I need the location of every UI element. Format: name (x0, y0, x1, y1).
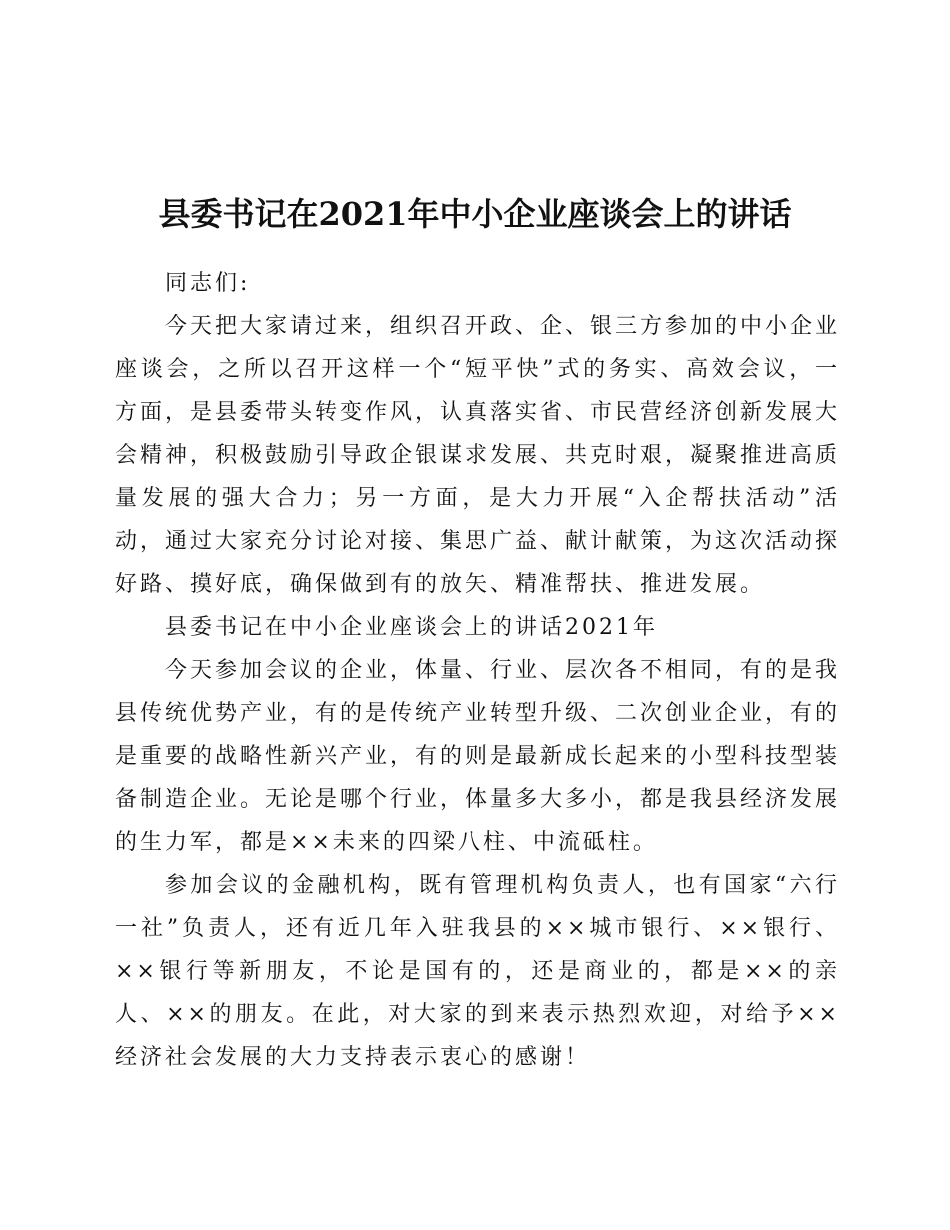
document-title: 县委书记在2021年中小企业座谈会上的讲话 (158, 195, 792, 233)
salutation-paragraph: 同志们: (165, 271, 251, 296)
body-paragraph: 今天把大家请过来，组织召开政、企、银三方参加的中小企业座谈会，之所以召开这样一个“短平快”式的务实、高效会议，一方面，是县委带头转变作风，认真落实省、市民营经济创新发展大会精神，积极鼓励引导政企银谋求发展、共克时艰，凝聚推进高质量发展的强大合力；另一方面，是大力开展“入企帮扶活动”活动，通过大家充分讨论对接、集思广益、献计献策，为这次活动探好路、摸好底，确保做到有的放矢、精准帮扶、推进发展。 (115, 314, 841, 597)
body-paragraph: 今天参加会议的企业，体量、行业、层次各不相同，有的是我县传统优势产业，有的是传统产业转型升级、二次创业企业，有的是重要的战略性新兴产业，有的则是最新成长起来的小型科技型装备制造企业。无论是哪个行业，体量多大多小，都是我县经济发展的生力军，都是××未来的四梁八柱、中流砥柱。 (115, 658, 841, 855)
body-paragraph: 参加会议的金融机构，既有管理机构负责人，也有国家“六行一社”负责人，还有近几年入驻我县的××城市银行、××银行、××银行等新朋友，不论是国有的，还是商业的，都是××的亲人、××的朋友。在此，对大家的到来表示热烈欢迎，对给予××经济社会发展的大力支持表示衷心的感谢！ (115, 873, 840, 1070)
document-body (115, 262, 840, 1079)
subtitle-line: 县委书记在中小企业座谈会上的讲话2021年 (165, 615, 658, 640)
